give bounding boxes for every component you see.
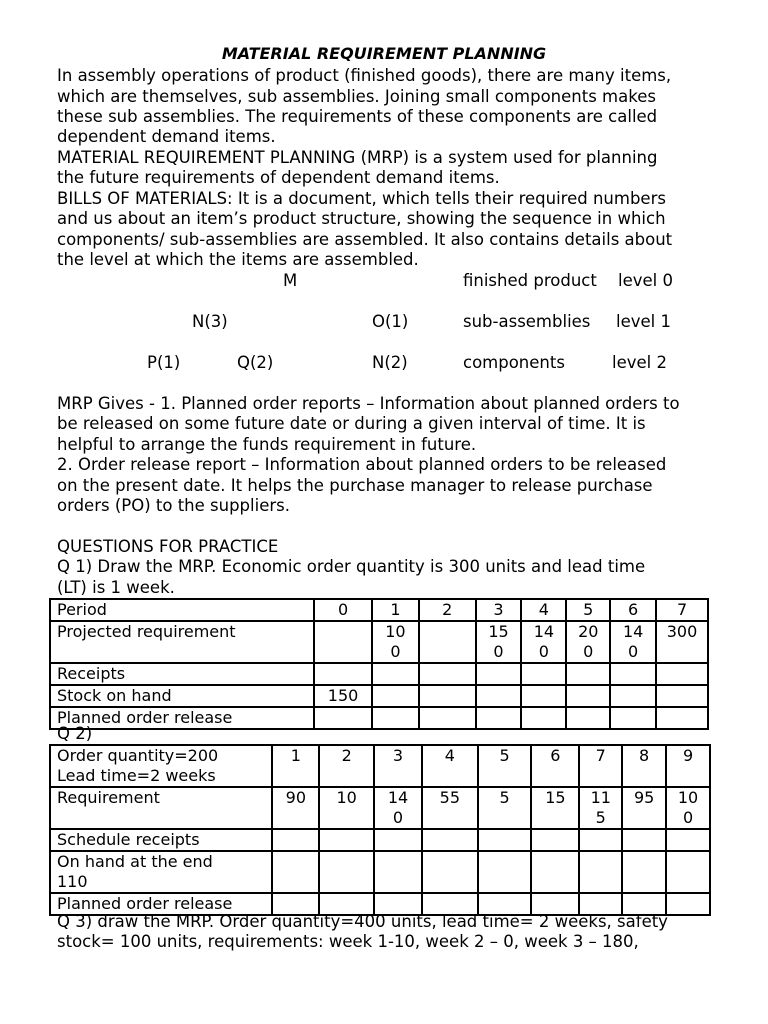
question-1: (LT) is 1 week. (57, 578, 175, 597)
bom-item-n2: N(2) (372, 353, 408, 372)
row-label-cell: On hand at the end 110 (50, 851, 272, 893)
mrp-table-q2 (49, 744, 711, 916)
table-cell (521, 707, 566, 729)
table-cell (531, 851, 579, 893)
table-cell (478, 851, 532, 893)
intro-line: MATERIAL REQUIREMENT PLANNING (MRP) is a system used for planning (57, 148, 658, 167)
row-label-cell: Order quantity=200 Lead time=2 weeks (50, 745, 272, 787)
table-row (50, 787, 710, 829)
table-row (50, 663, 708, 685)
row-label-cell: Receipts (50, 663, 314, 685)
table-cell (666, 829, 710, 851)
row-label-cell: Planned order release (50, 707, 314, 729)
table-cell (566, 707, 610, 729)
table-row (50, 685, 708, 707)
intro-line: dependent demand items. (57, 127, 276, 146)
table-cell: 14 0 (521, 621, 566, 663)
table-cell: 10 0 (666, 787, 710, 829)
table-cell: 95 (622, 787, 666, 829)
table-cell: 2 (419, 599, 476, 621)
table-cell (622, 829, 666, 851)
intro-line: these sub assemblies. The requirements of these components are called (57, 107, 658, 126)
intro-line: and us about an item’s product structure, showing the sequence in which (57, 209, 666, 228)
mrp-table-q1 (49, 598, 709, 730)
table-cell (656, 663, 708, 685)
row-label-cell: Schedule receipts (50, 829, 272, 851)
question-3: stock= 100 units, requirements: week 1-10, week 2 – 0, week 3 – 180, (57, 932, 639, 951)
row-label-cell: Period (50, 599, 314, 621)
table-cell: 0 (314, 599, 372, 621)
bom-level-label: finished product (463, 271, 597, 290)
table-cell (422, 829, 478, 851)
table-cell: 14 0 (610, 621, 656, 663)
table-cell (372, 707, 419, 729)
table-row (50, 599, 708, 621)
mrp-line: helpful to arrange the funds requirement in future. (57, 435, 477, 454)
table-cell (419, 663, 476, 685)
table-cell: 6 (531, 745, 579, 787)
row-label-cell: Stock on hand (50, 685, 314, 707)
table-cell: 15 (531, 787, 579, 829)
table-row (50, 621, 708, 663)
question-2: Q 2) (57, 724, 93, 743)
table-cell (314, 663, 372, 685)
table-cell (374, 829, 422, 851)
table-cell: 6 (610, 599, 656, 621)
table-cell: 4 (521, 599, 566, 621)
table-cell: 1 (372, 599, 419, 621)
table-cell (476, 685, 522, 707)
bom-item-o1: O(1) (372, 312, 409, 331)
table-cell (319, 851, 374, 893)
table-cell (666, 893, 710, 915)
table-cell (478, 829, 532, 851)
table-cell: 55 (422, 787, 478, 829)
table-cell (372, 663, 419, 685)
intro-line: BILLS OF MATERIALS: It is a document, which tells their required numbers (57, 189, 666, 208)
question-1: Q 1) Draw the MRP. Economic order quantity is 300 units and lead time (57, 557, 646, 576)
table-cell (622, 851, 666, 893)
table-cell (579, 829, 622, 851)
table-cell (531, 829, 579, 851)
table-cell (272, 829, 319, 851)
table-cell (374, 851, 422, 893)
mrp-line: orders (PO) to the suppliers. (57, 496, 290, 515)
table-cell: 7 (656, 599, 708, 621)
table-cell (610, 685, 656, 707)
mrp-line: 2. Order release report – Information about planned orders to be released (57, 455, 667, 474)
table-cell (566, 685, 610, 707)
bom-level-label: components (463, 353, 565, 372)
table-cell: 150 (314, 685, 372, 707)
table-cell: 3 (374, 745, 422, 787)
table-cell: 10 (319, 787, 374, 829)
bom-level-number: level 2 (612, 353, 667, 372)
table-cell (579, 851, 622, 893)
table-cell (566, 663, 610, 685)
table-cell: 3 (476, 599, 522, 621)
table-cell (419, 685, 476, 707)
table-row (50, 829, 710, 851)
intro-line: the level at which the items are assembled. (57, 250, 419, 269)
bom-level-label: sub-assemblies (463, 312, 591, 331)
intro-line: components/ sub-assemblies are assembled. It also contains details about (57, 230, 673, 249)
page-title: MATERIAL REQUIREMENT PLANNING (221, 44, 547, 63)
table-cell: 5 (566, 599, 610, 621)
row-label-cell: Projected requirement (50, 621, 314, 663)
table-cell (476, 663, 522, 685)
table-cell: 5 (478, 745, 532, 787)
table-cell: 5 (478, 787, 532, 829)
mrp-line: MRP Gives - 1. Planned order reports – Information about planned orders to (57, 394, 680, 413)
bom-item-p1: P(1) (147, 353, 181, 372)
table-cell (656, 685, 708, 707)
table-cell (419, 621, 476, 663)
practice-heading: QUESTIONS FOR PRACTICE (57, 537, 279, 556)
table-cell: 11 5 (579, 787, 622, 829)
table-cell (521, 663, 566, 685)
table-cell (656, 707, 708, 729)
table-cell (314, 707, 372, 729)
intro-line: which are themselves, sub assemblies. Joining small components makes (57, 87, 656, 106)
table-cell (521, 685, 566, 707)
mrp-line: on the present date. It helps the purchase manager to release purchase (57, 476, 653, 495)
table-row (50, 851, 710, 893)
table-cell: 15 0 (476, 621, 522, 663)
table-cell: 20 0 (566, 621, 610, 663)
row-label-cell: Planned order release (50, 893, 272, 915)
bom-level-number: level 0 (618, 271, 673, 290)
table-cell: 7 (579, 745, 622, 787)
intro-line: the future requirements of dependent demand items. (57, 168, 500, 187)
table-cell (422, 851, 478, 893)
table-cell: 8 (622, 745, 666, 787)
row-label-cell: Requirement (50, 787, 272, 829)
bom-item-m: M (283, 271, 298, 290)
table-cell: 1 (272, 745, 319, 787)
table-cell (372, 685, 419, 707)
question-3: Q 3) draw the MRP. Order quantity=400 units, lead time= 2 weeks, safety (57, 912, 668, 931)
table-cell (272, 851, 319, 893)
table-cell (610, 707, 656, 729)
table-cell: 9 (666, 745, 710, 787)
bom-item-n3: N(3) (192, 312, 228, 331)
table-cell: 10 0 (372, 621, 419, 663)
bom-level-number: level 1 (616, 312, 671, 331)
table-row (50, 745, 710, 787)
table-cell (314, 621, 372, 663)
table-cell: 2 (319, 745, 374, 787)
intro-line: In assembly operations of product (finished goods), there are many items, (57, 66, 672, 85)
bom-item-q2: Q(2) (237, 353, 274, 372)
table-cell: 14 0 (374, 787, 422, 829)
table-cell (419, 707, 476, 729)
table-row (50, 707, 708, 729)
table-cell: 4 (422, 745, 478, 787)
mrp-line: be released on some future date or during a given interval of time. It is (57, 414, 646, 433)
table-cell: 90 (272, 787, 319, 829)
table-cell (610, 663, 656, 685)
table-cell (666, 851, 710, 893)
table-cell (319, 829, 374, 851)
table-cell: 300 (656, 621, 708, 663)
table-cell (476, 707, 522, 729)
